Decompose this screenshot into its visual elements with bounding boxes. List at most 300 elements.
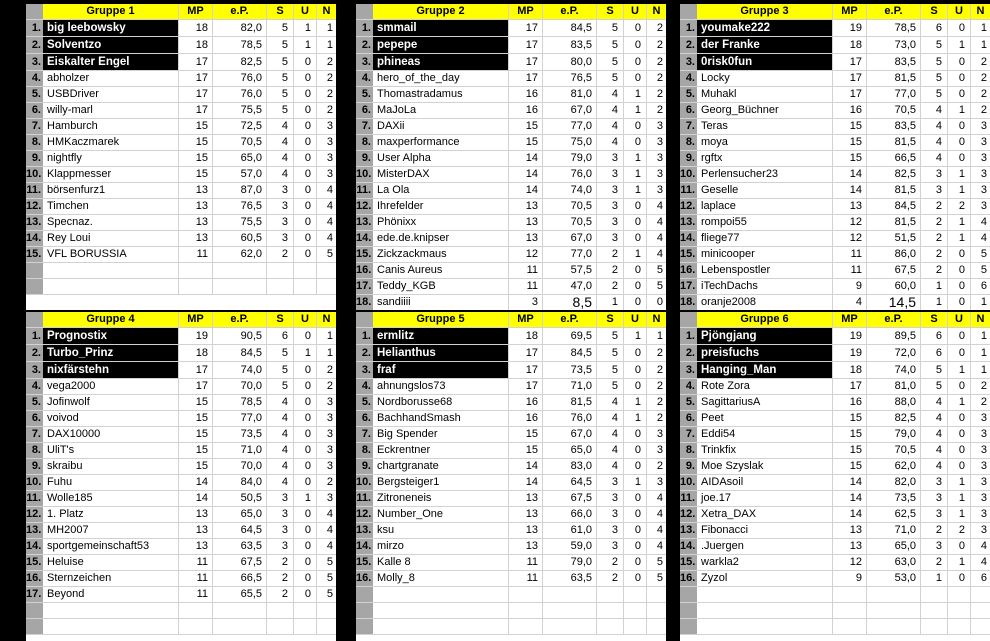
rank-cell: 5. (680, 87, 697, 102)
empty-row (356, 603, 666, 619)
s-cell: 5 (921, 362, 948, 378)
player-name-cell: Zickzackmaus (373, 247, 509, 262)
group-header (26, 4, 336, 20)
mp-cell: 13 (179, 231, 213, 246)
s-cell: 2 (921, 199, 948, 214)
mp-cell: 11 (179, 571, 213, 586)
column-header-u: U (948, 4, 971, 19)
mp-cell: 13 (509, 215, 543, 230)
s-cell: 4 (597, 395, 624, 410)
u-cell: 0 (948, 459, 971, 474)
n-cell: 2 (326, 56, 333, 68)
mp-cell: 13 (833, 539, 867, 554)
group-title: Gruppe 3 (697, 4, 833, 19)
ep-cell: 71,0 (867, 523, 921, 538)
s-cell: 4 (267, 167, 294, 182)
u-cell: 1 (624, 328, 647, 344)
n-cell: 1 (656, 330, 663, 342)
mp-cell: 15 (833, 151, 867, 166)
s-cell: 4 (921, 103, 948, 118)
player-name-cell: Rey Loui (43, 231, 179, 246)
ep-cell: 82,5 (867, 167, 921, 182)
ep-cell: 8,5 (543, 295, 597, 310)
mp-cell: 15 (179, 411, 213, 426)
n-cell: 1 (326, 22, 333, 34)
table-row (680, 362, 990, 379)
mp-cell: 12 (833, 555, 867, 570)
n-cell: 2 (326, 72, 333, 84)
u-cell: 0 (294, 555, 317, 570)
mp-cell: 16 (833, 103, 867, 118)
rank-cell: 14. (26, 232, 42, 244)
column-header-ep: e.P. (543, 4, 597, 19)
u-cell: 1 (948, 362, 971, 378)
table-row (356, 379, 666, 395)
player-name-cell: skraibu (43, 459, 179, 474)
ep-cell: 83,0 (543, 459, 597, 474)
mp-cell: 4 (833, 295, 867, 310)
empty-row (26, 263, 336, 279)
mp-cell (833, 619, 867, 634)
rank-cell: 7. (356, 427, 373, 442)
ep-cell: 70,5 (543, 199, 597, 214)
player-name-cell: Turbo_Prinz (43, 345, 179, 361)
s-cell: 1 (921, 279, 948, 294)
mp-cell: 17 (509, 379, 543, 394)
player-name-cell: USBDriver (43, 87, 179, 102)
u-cell: 2 (948, 199, 971, 214)
s-cell: 4 (921, 411, 948, 426)
player-name-cell (697, 603, 833, 618)
rank-cell: 10. (680, 476, 696, 488)
rank-cell: 5. (26, 395, 43, 410)
u-cell: 0 (294, 427, 317, 442)
u-cell: 0 (948, 328, 971, 344)
s-cell: 3 (921, 167, 948, 182)
table-row (356, 119, 666, 135)
player-name-cell: Perlensucher23 (697, 167, 833, 182)
rank-cell: 7. (680, 119, 697, 134)
ep-cell: 84,5 (213, 345, 267, 361)
u-cell: 1 (624, 103, 647, 118)
table-row (680, 37, 990, 54)
u-cell: 0 (948, 247, 971, 262)
player-name-cell: sportgemeinschaft53 (43, 539, 179, 554)
n-cell: 2 (980, 380, 987, 392)
ep-cell: 74,0 (543, 183, 597, 198)
n-cell: 4 (656, 200, 663, 212)
u-cell: 0 (294, 523, 317, 538)
s-cell (921, 587, 948, 602)
s-cell: 3 (921, 183, 948, 198)
s-cell: 3 (267, 491, 294, 506)
ep-cell: 60,0 (867, 279, 921, 294)
ep-cell: 65,0 (543, 443, 597, 458)
n-cell (971, 587, 990, 602)
table-row (356, 539, 666, 555)
u-cell: 0 (624, 37, 647, 53)
n-cell: 0 (656, 296, 663, 308)
u-cell: 0 (294, 119, 317, 134)
s-cell: 5 (921, 54, 948, 70)
ep-cell: 62,5 (867, 507, 921, 522)
u-cell: 1 (294, 491, 317, 506)
rank-cell (26, 263, 43, 278)
s-cell: 3 (597, 491, 624, 506)
n-cell: 1 (980, 347, 987, 359)
player-name-cell: smmail (373, 20, 509, 36)
n-cell: 3 (656, 120, 663, 132)
mp-cell: 13 (179, 215, 213, 230)
s-cell: 2 (597, 555, 624, 570)
ep-cell: 76,0 (543, 411, 597, 426)
u-cell: 1 (948, 167, 971, 182)
column-header-u: U (294, 4, 317, 19)
s-cell: 6 (921, 20, 948, 36)
s-cell: 2 (267, 587, 294, 602)
player-name-cell: 0risk0fun (697, 54, 833, 70)
s-cell: 4 (921, 119, 948, 134)
n-cell (317, 279, 336, 294)
column-header-n: N (647, 312, 666, 327)
s-cell: 4 (597, 87, 624, 102)
table-row (356, 135, 666, 151)
n-cell: 3 (656, 428, 663, 440)
table-row (26, 151, 336, 167)
table-row (26, 379, 336, 395)
table-row (26, 539, 336, 555)
u-cell: 1 (624, 411, 647, 426)
rank-cell: 2. (680, 37, 697, 53)
u-cell: 1 (948, 215, 971, 230)
u-cell: 1 (948, 103, 971, 118)
n-cell: 2 (980, 104, 987, 116)
mp-cell: 12 (833, 231, 867, 246)
rank-cell: 14. (680, 540, 696, 552)
n-cell: 4 (656, 524, 663, 536)
column-header-mp: MP (509, 312, 543, 327)
rank-header (26, 4, 43, 19)
rank-cell: 9. (680, 151, 697, 166)
player-name-cell: chartgranate (373, 459, 509, 474)
player-name-cell: La Ola (373, 183, 509, 198)
ep-cell (867, 619, 921, 634)
rank-cell: 6. (26, 411, 43, 426)
rank-cell: 6. (680, 411, 697, 426)
player-name-cell: warkla2 (697, 555, 833, 570)
mp-cell (833, 603, 867, 618)
s-cell: 2 (921, 523, 948, 538)
rank-cell: 18. (356, 296, 372, 308)
table-row (680, 263, 990, 279)
s-cell: 3 (267, 215, 294, 230)
ep-cell: 70,0 (213, 379, 267, 394)
n-cell: 3 (656, 168, 663, 180)
u-cell: 1 (294, 20, 317, 36)
column-header-mp: MP (833, 312, 867, 327)
u-cell: 0 (294, 539, 317, 554)
player-name-cell: youmake222 (697, 20, 833, 36)
ep-cell: 64,5 (543, 475, 597, 490)
player-name-cell: VFL BORUSSIA (43, 247, 179, 262)
ep-cell: 84,0 (213, 475, 267, 490)
ep-cell: 62,0 (867, 459, 921, 474)
rank-cell: 10. (356, 476, 372, 488)
n-cell: 3 (980, 524, 987, 536)
mp-cell: 17 (179, 362, 213, 378)
table-row (356, 345, 666, 362)
u-cell: 0 (624, 199, 647, 214)
rank-cell: 3. (26, 54, 43, 70)
table-row (356, 37, 666, 54)
n-cell: 2 (656, 460, 663, 472)
ep-cell (543, 619, 597, 634)
ep-cell (543, 587, 597, 602)
column-header-mp: MP (509, 4, 543, 19)
mp-cell: 17 (509, 37, 543, 53)
n-cell: 2 (656, 72, 663, 84)
table-row (680, 167, 990, 183)
n-cell: 3 (980, 476, 987, 488)
s-cell: 5 (267, 345, 294, 361)
player-name-cell: Pjöngjang (697, 328, 833, 344)
mp-cell (509, 619, 543, 634)
n-cell: 4 (656, 216, 663, 228)
rank-cell (26, 603, 43, 618)
player-name-cell: Eddi54 (697, 427, 833, 442)
rank-cell: 12. (680, 200, 696, 212)
n-cell: 6 (980, 572, 987, 584)
rank-cell: 5. (26, 87, 43, 102)
group-panel-2 (356, 4, 666, 310)
n-cell: 2 (326, 476, 333, 488)
ep-cell: 75,5 (213, 103, 267, 118)
n-cell: 4 (326, 200, 333, 212)
ep-cell: 79,0 (867, 427, 921, 442)
mp-cell: 17 (509, 71, 543, 86)
rank-cell: 11. (680, 184, 695, 196)
s-cell (921, 603, 948, 618)
s-cell: 3 (597, 231, 624, 246)
player-name-cell: Locky (697, 71, 833, 86)
mp-cell: 12 (509, 247, 543, 262)
ep-cell: 78,5 (213, 37, 267, 53)
s-cell: 5 (597, 362, 624, 378)
s-cell: 3 (267, 199, 294, 214)
n-cell: 2 (656, 380, 663, 392)
u-cell: 0 (624, 215, 647, 230)
rank-cell: 7. (26, 119, 43, 134)
mp-cell: 14 (179, 491, 213, 506)
rank-cell: 7. (680, 427, 697, 442)
mp-cell: 18 (179, 345, 213, 361)
u-cell: 0 (624, 507, 647, 522)
mp-cell: 13 (833, 199, 867, 214)
player-name-cell: Jofinwolf (43, 395, 179, 410)
mp-cell: 13 (509, 539, 543, 554)
n-cell: 3 (980, 412, 987, 424)
empty-row (26, 279, 336, 295)
s-cell: 4 (921, 395, 948, 410)
u-cell: 1 (948, 37, 971, 53)
u-cell: 1 (948, 475, 971, 490)
player-name-cell: AIDAsoil (697, 475, 833, 490)
rank-header (26, 312, 43, 327)
rank-cell: 4. (26, 71, 43, 86)
u-cell: 0 (948, 20, 971, 36)
u-cell: 0 (294, 54, 317, 70)
n-cell: 3 (980, 120, 987, 132)
mp-cell: 3 (509, 295, 543, 310)
ep-cell: 81,5 (867, 215, 921, 230)
player-name-cell: moya (697, 135, 833, 150)
u-cell: 1 (624, 183, 647, 198)
rank-cell: 4. (26, 379, 43, 394)
mp-cell: 16 (509, 395, 543, 410)
ep-cell: 78,5 (867, 20, 921, 36)
table-row (356, 427, 666, 443)
group-panel-4 (26, 312, 336, 641)
u-cell: 0 (624, 491, 647, 506)
u-cell: 1 (624, 151, 647, 166)
ep-cell: 72,5 (213, 119, 267, 134)
mp-cell (509, 587, 543, 602)
mp-cell: 9 (833, 571, 867, 586)
rank-cell: 8. (26, 135, 43, 150)
ep-cell: 81,5 (867, 183, 921, 198)
n-cell: 4 (326, 216, 333, 228)
group-panel-1 (26, 4, 336, 310)
u-cell: 0 (624, 459, 647, 474)
table-row (356, 247, 666, 263)
ep-cell: 59,0 (543, 539, 597, 554)
u-cell: 1 (294, 345, 317, 361)
s-cell: 6 (921, 345, 948, 361)
ep-cell: 76,5 (213, 199, 267, 214)
u-cell (294, 603, 317, 618)
table-row (26, 183, 336, 199)
s-cell: 1 (597, 295, 624, 310)
table-row (356, 491, 666, 507)
ep-cell (213, 619, 267, 634)
table-row (356, 279, 666, 295)
s-cell: 2 (267, 571, 294, 586)
mp-cell (509, 603, 543, 618)
u-cell: 0 (624, 345, 647, 361)
u-cell: 0 (294, 135, 317, 150)
mp-cell: 15 (509, 119, 543, 134)
mp-cell: 15 (833, 427, 867, 442)
n-cell: 2 (326, 88, 333, 100)
player-name-cell: Helianthus (373, 345, 509, 361)
table-row (26, 459, 336, 475)
mp-cell: 15 (179, 167, 213, 182)
mp-cell: 17 (179, 87, 213, 102)
player-name-cell (43, 603, 179, 618)
n-cell: 4 (326, 540, 333, 552)
mp-cell: 11 (509, 279, 543, 294)
s-cell: 3 (267, 231, 294, 246)
mp-cell: 15 (509, 443, 543, 458)
ep-cell: 87,0 (213, 183, 267, 198)
n-cell: 2 (656, 347, 663, 359)
mp-cell (179, 263, 213, 278)
rank-cell (680, 619, 697, 634)
table-row (680, 379, 990, 395)
u-cell: 0 (624, 539, 647, 554)
rank-cell: 13. (680, 524, 696, 536)
column-header-ep: e.P. (213, 4, 267, 19)
ep-cell: 83,5 (867, 54, 921, 70)
ep-cell: 79,0 (543, 151, 597, 166)
player-name-cell: Fuhu (43, 475, 179, 490)
player-name-cell: der Franke (697, 37, 833, 53)
s-cell: 4 (267, 135, 294, 150)
ep-cell: 82,5 (213, 54, 267, 70)
ep-cell: 86,0 (867, 247, 921, 262)
u-cell: 1 (948, 183, 971, 198)
player-name-cell: 1. Platz (43, 507, 179, 522)
rank-cell: 16. (356, 572, 372, 584)
table-row (356, 459, 666, 475)
n-cell: 1 (326, 347, 333, 359)
ep-cell: 67,0 (543, 103, 597, 118)
s-cell: 4 (921, 459, 948, 474)
rank-cell: 13. (680, 216, 696, 228)
n-cell: 4 (656, 248, 663, 260)
n-cell: 3 (980, 428, 987, 440)
n-cell: 3 (326, 136, 333, 148)
s-cell: 2 (921, 247, 948, 262)
ep-cell: 71,0 (543, 379, 597, 394)
u-cell: 0 (624, 523, 647, 538)
table-row (680, 475, 990, 491)
u-cell: 0 (948, 571, 971, 586)
group-panel-6 (680, 312, 990, 641)
u-cell: 0 (294, 167, 317, 182)
mp-cell: 14 (179, 475, 213, 490)
ep-cell: 14,5 (867, 295, 921, 310)
u-cell: 1 (948, 507, 971, 522)
player-name-cell (43, 263, 179, 278)
s-cell: 6 (267, 328, 294, 344)
rank-cell: 11. (26, 492, 41, 504)
ep-cell: 76,0 (213, 71, 267, 86)
player-name-cell (373, 619, 509, 634)
group-header (680, 312, 990, 328)
mp-cell: 19 (833, 328, 867, 344)
n-cell: 5 (656, 556, 663, 568)
rank-cell: 12. (26, 200, 42, 212)
s-cell: 2 (921, 263, 948, 278)
mp-cell: 14 (509, 475, 543, 490)
u-cell: 0 (624, 427, 647, 442)
player-name-cell: ksu (373, 523, 509, 538)
n-cell (317, 619, 336, 634)
mp-cell: 13 (509, 491, 543, 506)
ep-cell: 70,5 (543, 215, 597, 230)
ep-cell: 79,0 (543, 555, 597, 570)
mp-cell: 17 (509, 345, 543, 361)
mp-cell: 9 (833, 279, 867, 294)
table-row (680, 135, 990, 151)
u-cell: 0 (948, 295, 971, 310)
u-cell: 0 (294, 443, 317, 458)
s-cell: 3 (597, 507, 624, 522)
column-header-ep: e.P. (543, 312, 597, 327)
mp-cell: 17 (179, 54, 213, 70)
s-cell: 4 (267, 427, 294, 442)
